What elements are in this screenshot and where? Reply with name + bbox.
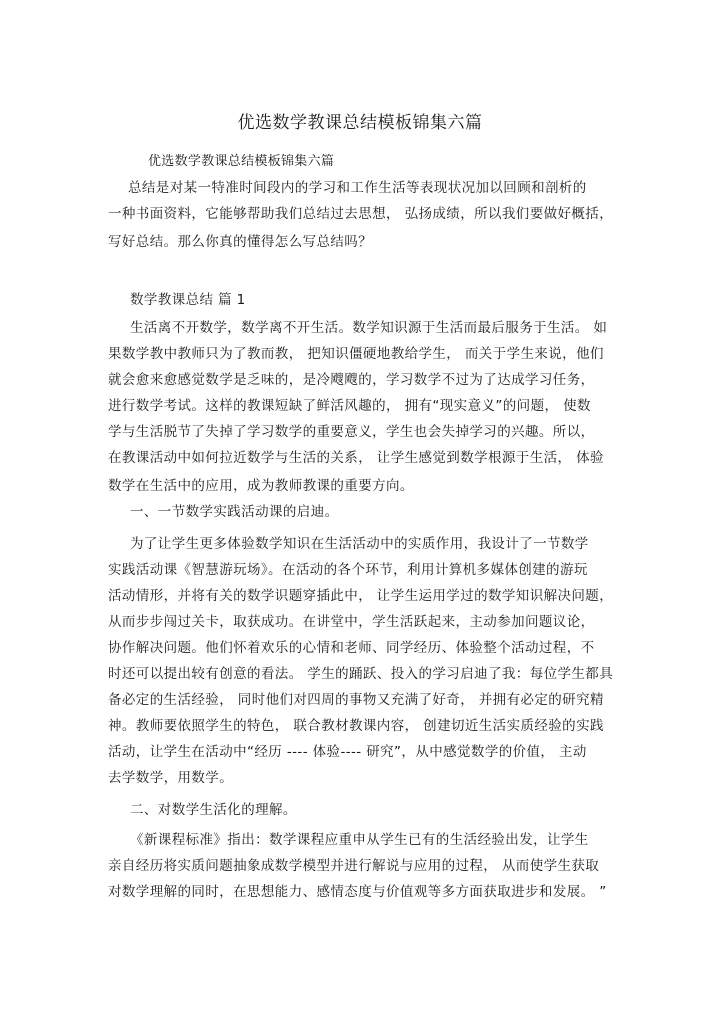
text-line: 亲自经历将实质问题抽象成数学模型并进行解说与应用的过程， 从而使学生获取 — [108, 858, 600, 874]
subtitle: 优选数学教课总结模板锦集六篇 — [148, 154, 335, 169]
text-line: 学与生活脱节了失掉了学习数学的重要意义，学生也会失掉学习的兴趣。所以， — [108, 424, 595, 440]
section-heading: 二、对数学生活化的理解。 — [130, 802, 297, 818]
section-heading: 一、一节数学实践活动课的启迪。 — [130, 504, 339, 520]
text-line: 活动情形，并将有关的数学识题穿插此中， 让学生运用学过的数学知识解决问题， — [108, 588, 614, 604]
text-line: 一种书面资料，它能够帮助我们总结过去思想， 弘扬成绩，所以我们要做好概括， — [108, 206, 614, 222]
text-line: 生活离不开数学，数学离不开生活。数学知识源于生活而最后服务于生活。 如 — [130, 320, 608, 336]
text-line: 数学在生活中的应用，成为教师教课的重要方向。 — [108, 478, 414, 494]
text-line: 总结是对某一特准时间段内的学习和工作生活等表现状况加以回顾和剖析的 — [128, 180, 587, 196]
text-line: 果数学教中教师只为了教而教， 把知识僵硬地教给学生， 而关于学生来说，他们 — [108, 346, 604, 362]
section-heading: 数学教课总结 篇 1 — [130, 292, 246, 308]
text-line: 写好总结。那么你真的懂得怎么写总结吗？ — [108, 234, 373, 250]
text-line: 备必定的生活经验， 同时他们对四周的事物又充满了好奇， 并拥有必定的研究精 — [108, 692, 604, 708]
page-title: 优选数学教课总结模板锦集六篇 — [237, 113, 483, 133]
text-line: 为了让学生更多体验数学知识在生活活动中的实质作用，我设计了一节数学 — [130, 536, 589, 552]
text-line: 神。教师要依照学生的特色， 联合教材教课内容， 创建切近生活实质经验的实践 — [108, 718, 604, 734]
text-line: 对数学理解的同时，在思想能力、感情态度与价值观等多方面获取进步和发展。 ” — [108, 884, 607, 900]
text-line: 《新课程标准》指出：数学课程应重申从学生已有的生活经验出发，让学生 — [130, 832, 589, 848]
text-line: 协作解决问题。他们怀着欢乐的心情和老师、同学经历、体验整个活动过程，不 — [108, 640, 595, 656]
text-line: 进行数学考试。这样的教课短缺了鲜活风趣的， 拥有“现实意义”的问题， 使数 — [108, 398, 591, 414]
text-line: 实践活动课《智慧游玩场》。在活动的各个环节，利用计算机多媒体创建的游玩 — [108, 562, 588, 578]
text-line: 在教课活动中如何拉近数学与生活的关系， 让学生感觉到数学根源于生活， 体验 — [108, 450, 604, 466]
text-line: 活动，让学生在活动中“经历 ---- 体验---- 研究”，从中感觉数学的价值， 主动 — [108, 744, 587, 760]
text-line: 去学数学，用数学。 — [108, 770, 234, 786]
text-line: 就会愈来愈感觉数学是乏味的，是冷飕飕的，学习数学不过为了达成学习任务， — [108, 372, 595, 388]
text-line: 时还可以提出较有创意的看法。 学生的踊跃、投入的学习启迪了我：每位学生都具 — [108, 666, 614, 682]
text-line: 从而步步闯过关卡，取获成功。在讲堂中，学生活跃起来，主动参加问题议论， — [108, 614, 595, 630]
